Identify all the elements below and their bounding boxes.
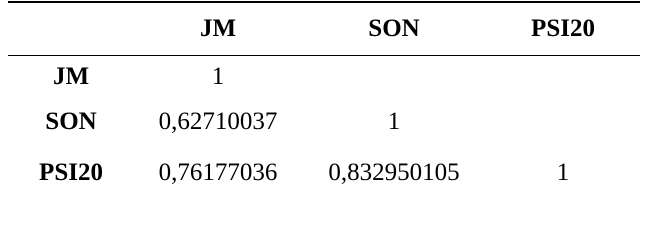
header-corner-cell	[8, 3, 134, 55]
correlation-table-container	[8, 1, 640, 200]
header-cell-son: SON	[368, 15, 420, 42]
header-cell-jm: JM	[199, 15, 237, 42]
header-cell-psi20: PSI20	[531, 15, 595, 42]
correlation-table-body	[8, 56, 640, 200]
cell-son-jm: 0,62710037	[158, 108, 278, 135]
cell-jm-psi20	[486, 56, 640, 98]
row-label-psi20: PSI20	[39, 159, 103, 186]
correlation-table	[8, 3, 640, 55]
cell-psi20-jm: 0,76177036	[158, 159, 278, 186]
table-row	[8, 56, 640, 98]
cell-son-psi20	[486, 98, 640, 146]
cell-psi20-son: 0,832950105	[328, 159, 460, 186]
row-label-jm: JM	[52, 63, 90, 90]
cell-jm-son	[302, 56, 486, 98]
cell-son-son: 1	[387, 108, 401, 135]
table-row	[8, 98, 640, 146]
table-row	[8, 146, 640, 200]
table-header-row	[8, 3, 640, 55]
cell-psi20-psi20: 1	[556, 159, 570, 186]
cell-jm-jm: 1	[211, 63, 225, 90]
row-label-son: SON	[45, 108, 97, 135]
